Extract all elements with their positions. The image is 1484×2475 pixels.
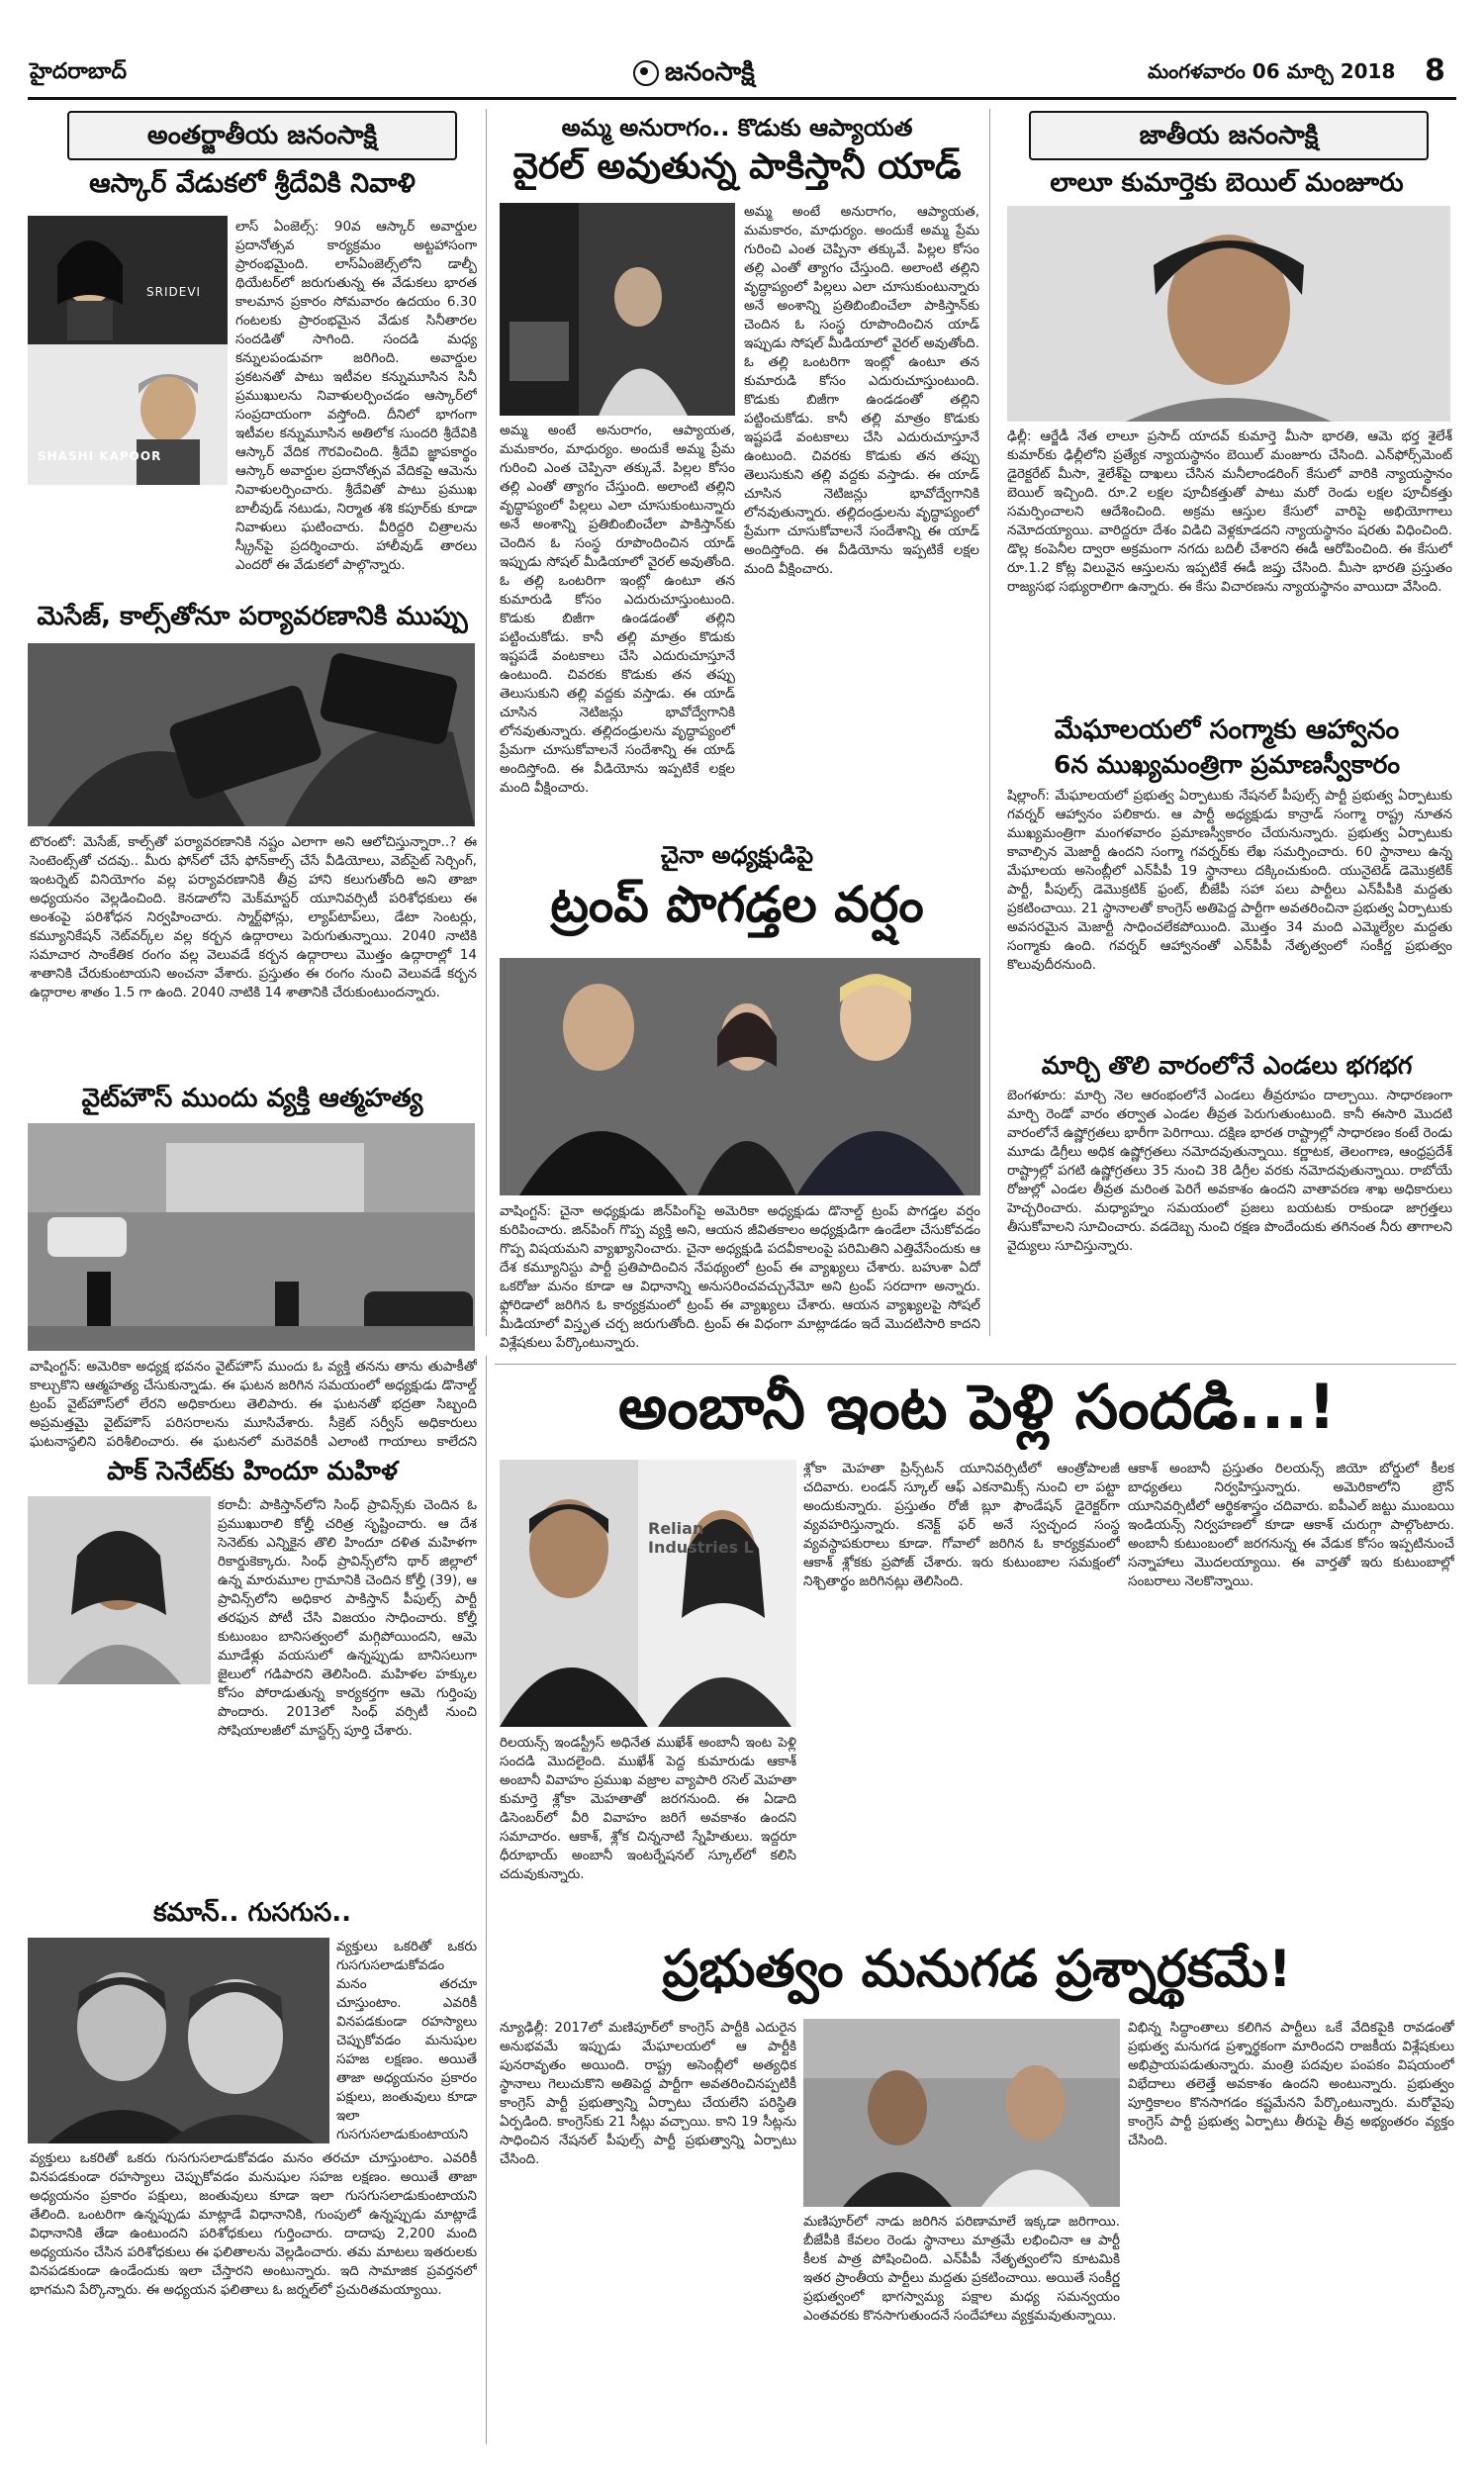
trump-kicker: చైనా అధ్యక్షుడిపై [660, 841, 814, 869]
oscar-body: లాస్ ఏంజెల్స్: 90వ ఆస్కార్ అవార్డుల ప్రదానోత్సవ కార్యక్రమం అట్టహాసంగా ప్రారంభమైంది. లాస్‌ఏంజెల్స్‌లోని డాల్బీ థియేటర్‌లో జరుగుతున్న ఈ వేడుకలు భారత కాలమాన ప్రకారం సోమవారం ఉదయం 6.30 గంటలకు ప్రారంభమైన వేడుక సినీతారల సందడితో సాగింది. సందడి మధ్య కన్నులపండువగా జరిగింది. అవార్డుల ప్రకటనతో పాటు ఇటీవల కన్నుమూసిన సినీ ప్రముఖులను నివాళులర్పించడం ఆస్కార్‌లో సంప్రదాయంగా వస్తోంది. దీనిలో భాగంగా ఇటీవల కన్నుమూసిన అతిలోక సుందరి శ్రీదేవికి ఆస్కార్ వేదిక గౌరవించింది. శ్రీదేవి జ్ఞాపకార్థం ఆస్కార్ అవార్డుల ప్రదానోత్సవ వేదికపై ఆమెను నివాళులర్పించారు. శ్రీదేవితో పాటు ప్రముఖ బాలీవుడ్ నటుడు, నిర్మాత శశి కపూర్‌కు కూడా నివాళులు ఘటించారు. వీరిద్దరి చిత్రాలను స్క్రీన్‌పై ప్రదర్శించారు. హాలీవుడ్ తారలు ఎందరో ఈ వేడుకలో పాల్గొన్నారు. [235, 219, 477, 573]
column-rule [486, 109, 487, 1336]
kamaan-headline: కమాన్.. గుసగుస.. [152, 1898, 352, 1928]
whitehouse-photo [28, 1123, 475, 1351]
govt-photo [803, 2019, 1120, 2207]
message-body: టొరంటో: మెసేజ్, కాల్స్‌తో పర్యావరణానికి నష్టం ఎలాగా అని ఆలోచిస్తున్నారా..? ఈ సెంటెంట్స్‌తో చదవు.. మీరు ఫోన్‌లో చేసే ఫోన్‌కాల్స్ చేసే వీడియోలు, వెబ్‌సైట్ సెర్చింగ్, ఇంటర్నెట్ వినియోగం వల్ల పర్యావరణానికి తీవ్ర హాని కలుగుతోంది అని తాజా అధ్యయనం వెల్లడించింది. కెనడాలోని మెక్‌మాస్టర్ యూనివర్సిటీ పరిశోధకులు ఈ అంశంపై పరిశోధన నిర్వహించారు. స్మార్ట్‌ఫోన్లు, ల్యాప్‌టాప్‌లు, డేటా సెంటర్లు, కమ్యూనికేషన్ నెట్‌వర్క్‌ల వల్ల కర్బన ఉద్గారాలు పెరుగుతున్నాయి. 2040 నాటికి సమాచార సాంకేతిక రంగం వల్ల వెలువడే కర్బన ఉద్గారాలు మొత్తం ఉద్గారాల్లో 14 శాతానికి చేరుకుంటాయని అంచనా వేశారు. ప్రస్తుతం ఈ రంగం నుంచి వెలువడే కర్బన ఉద్గారాల శాతం 1.5 గా ఉంది. 2040 నాటికి 14 శాతానికి చేరుకుంటుందన్నారు. [30, 834, 477, 1000]
heat-headline: మార్చి తొలి వారంలోనే ఎండలు భగభగ [1041, 1051, 1413, 1080]
trump-photo [500, 958, 980, 1195]
lalu-headline: లాలూ కుమార్తెకు బెయిల్ మంజూరు [1050, 168, 1404, 198]
column-rule [989, 109, 990, 1336]
heat-body: బెంగళూరు: మార్చి నెల ఆరంభంలోనే ఎండలు తీవ్రరూపం దాల్చాయి. సాధారణంగా మార్చి రెండో వారం తర్వాత ఎండల తీవ్రత పెరుగుతుంటుంది. కానీ ఈసారి మొదటి వారంలోనే ఉష్ణోగ్రతలు భారీగా పెరిగాయి. దక్షిణ భారత రాష్ట్రాల్లో సాధారణం కంటే రెండు మూడు డిగ్రీలు అధిక ఉష్ణోగ్రతలు నమోదవుతున్నాయి. కర్ణాటక, తెలంగాణ, ఆంధ్రప్రదేశ్ రాష్ట్రాల్లో పగటి ఉష్ణోగ్రతలు 35 నుంచి 38 డిగ్రీల వరకు నమోదవుతున్నాయి. రాబోయే రోజుల్లో ఎండల తీవ్రత మరింత పెరిగే అవకాశం ఉందని వాతావరణ శాఖ అధికారులు హెచ్చరించారు. మధ్యాహ్నం సమయంలో ప్రజలు బయటకు రాకుండా జాగ్రత్తలు తీసుకోవాలని సూచించారు. వడదెబ్బ నుంచి రక్షణ పొందేందుకు తగినంత నీరు తాగాలని వైద్యులు సూచిస్తున్నారు. [1007, 1088, 1452, 1254]
section-rule [495, 1364, 1456, 1365]
amma-ad-kicker: అమ్మ అనురాగం.. కొడుకు ఆప్యాయత [561, 114, 913, 142]
govt-headline: ప్రభుత్వం మనుగడ ప్రశ్నార్థకమే! [662, 1940, 1292, 1999]
masthead-paper-name [633, 57, 755, 93]
pak-photo [28, 1496, 211, 1684]
trump-headline: ట్రంప్ పొగడ్తల వర్షం [550, 876, 924, 933]
trump-body: వాషింగ్టన్: చైనా అధ్యక్షుడు జిన్‌పింగ్‌పై అమెరికా అధ్యక్షుడు డొనాల్డ్ ట్రంప్ పొగడ్తల వర్షం కురిపించారు. జిన్‌పింగ్ గొప్ప వ్యక్తి అని, ఆయన జీవితకాలం అధ్యక్షుడిగా ఉండేలా చేసుకోవడం గొప్ప విషయమని వ్యాఖ్యానించారు. చైనా అధ్యక్షుడి పదవీకాలంపై పరిమితిని ఎత్తివేసేందుకు ఆ దేశ కమ్యూనిస్టు పార్టీ ప్రతిపాదించిన నేపథ్యంలో ట్రంప్ ఈ వ్యాఖ్యలు చేశారు. బహుశా ఏదో ఒకరోజు మనం కూడా ఆ విధానాన్ని అనుసరించవచ్చునేమో అని ట్రంప్ సరదాగా అన్నారు. ఫ్లోరిడాలో జరిగిన ఓ కార్యక్రమంలో ట్రంప్ ఈ వ్యాఖ్యలు చేశారు. ఆయన వ్యాఖ్యలపై సోషల్ మీడియాలో విస్తృత చర్చ జరుగుతోంది. ట్రంప్ ఈ విధంగా మాట్లాడడం ఇదే మొదటిసారి కాదని విశ్లేషకులు పేర్కొంటున్నారు. [500, 1203, 980, 1351]
amma-ad-headline: వైరల్ అవుతున్న పాకిస్తానీ యాడ్ [512, 146, 962, 187]
kamaan-photo [28, 1938, 329, 2143]
masthead-city: హైదరాబాద్ [30, 59, 127, 84]
masthead-rule [28, 97, 1456, 100]
kamaan-body: వ్యక్తులు ఒకరితో ఒకరు గుసగుసలాడుకోవడం మనం తరచూ చూస్తుంటాం. ఎవరికీ వినపడకుండా రహస్యాలు చెప్పుకోవడం మనుషుల సహజ లక్షణం. అయితే తాజా అధ్యయనం ప్రకారం పక్షులు, జంతువులు కూడా ఇలా గుసగుసలాడుకుంటాయని [336, 1939, 477, 2142]
amma-ad-body-right: అమ్మ అంటే అనురాగం, ఆప్యాయత, మమకారం, మాధుర్యం. అందుకే అమ్మ ప్రేమ గురించి ఎంత చెప్పినా తక్కువే. పిల్లల కోసం తల్లి ఎంతో త్యాగం చేస్తుంది. అలాంటి తల్లిని వృద్ధాప్యంలో పిల్లలు ఎలా చూసుకుంటున్నారు అనే అంశాన్ని ప్రతిబింబించేలా పాకిస్తాన్‌కు చెందిన ఓ సంస్థ రూపొందించిన యాడ్ ఇప్పుడు సోషల్ మీడియాలో వైరల్ అవుతోంది. ఓ తల్లి ఒంటరిగా ఇంట్లో ఉంటూ తన కుమారుడి కోసం ఎదురుచూస్తుంటుంది. కొడుకు బిజీగా ఉండడంతో తల్లిని పట్టించుకోడు. కానీ తల్లి మాత్రం కొడుకు ఇష్టపడే వంటకాలు చేసి ఎదురుచూస్తూనే ఉంటుంది. చివరకు కొడుకు తన తప్పు తెలుసుకుని తల్లి వద్దకు వస్తాడు. ఈ యాడ్ చూసిన నెటిజన్లు భావోద్వేగానికి లోనవుతున్నారు. తల్లిదండ్రులను వృద్ధాప్యంలో ప్రేమగా చూసుకోవాలనే సందేశాన్ని ఈ యాడ్ అందిస్తోంది. ఈ వీడియోను ఇప్పటికే లక్షల మంది వీక్షించారు. [744, 204, 979, 577]
meghalaya-subhead: 6న ముఖ్యమంత్రిగా ప్రమాణస్వీకారం [1053, 750, 1400, 779]
govt-body-3: విభిన్న సిద్ధాంతాలు కలిగిన పార్టీలు ఒకే వేదికపైకి రావడంతో ప్రభుత్వ మనుగడ ప్రశ్నార్థకంగా మారిందని రాజకీయ విశ్లేషకులు అభిప్రాయపడుతున్నారు. మంత్రి పదవుల పంపకం విషయంలో విభేదాలు తలెత్తే అవకాశం ఉందని అంటున్నారు. ప్రభుత్వం పూర్తికాలం కొనసాగడం కష్టమేనని పేర్కొంటున్నారు. మరోవైపు కాంగ్రెస్ పార్టీ ప్రభుత్వ ఏర్పాటు తీరుపై తీవ్ర అభ్యంతరం వ్యక్తం చేసింది. [1128, 2020, 1454, 2148]
amma-ad-photo [500, 203, 735, 416]
ambani-body-2: శ్లోకా మెహతా ప్రిన్స్‌టన్ యూనివర్సిటీలో ఆంత్రోపాలజీ చదివారు. లండన్ స్కూల్ ఆఫ్ ఎకనామిక్స్ నుంచి లా పట్టా అందుకున్నారు. ప్రస్తుతం రోజీ బ్లూ ఫౌండేషన్ డైరెక్టర్‌గా వ్యవహరిస్తున్నారు. కనెక్ట్ ఫర్ అనే స్వచ్ఛంద సంస్థ వ్యవస్థాపకురాలు కూడా. గోవాలో జరిగిన ఓ కార్యక్రమంలో ఆకాశ్ శ్లోకకు ప్రపోజ్ చేశారు. ఇరు కుటుంబాల సమక్షంలో నిశ్చితార్థం జరిగినట్లు తెలిసింది. [803, 1461, 1120, 1589]
meghalaya-body: షిల్లాంగ్: మేఘాలయలో ప్రభుత్వ ఏర్పాటుకు నేషనల్ పీపుల్స్ పార్టీ ప్రభుత్వ ఏర్పాటుకు గవర్నర్ ఆహ్వానం పలికారు. ఆ పార్టీ అధ్యక్షుడు కాన్రాడ్ సంగ్మా రాష్ట్ర నూతన ముఖ్యమంత్రిగా మంగళవారం ప్రమాణస్వీకారం చేయనున్నారు. ప్రభుత్వ ఏర్పాటుకు కావాల్సిన మెజార్టీ ఉందని సంగ్మా గవర్నర్‌కు లేఖ సమర్పించారు. 60 స్థానాలు ఉన్న మేఘాలయ అసెంబ్లీలో ఎన్‌పీపీ 19 స్థానాలు దక్కించుకుంది. యునైటెడ్ డెమొక్రటిక్ పార్టీ, పీపుల్స్ డెమొక్రటిక్ ఫ్రంట్, బీజేపీ సహా పలు పార్టీలు ఎన్‌పీపీకి మద్దతు ప్రకటించాయి. 21 స్థానాలతో కాంగ్రెస్ అతిపెద్ద పార్టీగా అవతరించినా ప్రభుత్వ ఏర్పాటుకు అవసరమైన మెజార్టీ సాధించలేకపోయింది. మొత్తం 34 మంది ఎమ్మెల్యేల మద్దతు సంగ్మాకు ఉంది. గవర్నర్ ఆహ్వానంతో ఎన్‌పీపీ నేతృత్వంలో సంకీర్ణ ప్రభుత్వం కొలువుదీరనుంది. [1007, 788, 1452, 973]
pak-body: కరాచీ: పాకిస్తాన్‌లోని సింధ్ ప్రావిన్స్‌కు చెందిన ఓ ప్రముఖురాలి కోల్హీ చరిత్ర సృష్టించారు. ఆ దేశ సెనెట్‌కు ఎన్నికైన తొలి హిందూ దళిత మహిళగా రికార్డుకెక్కారు. సింధ్ ప్రావిన్స్‌లోని థార్ జిల్లాలో ఉన్న మారుమూల గ్రామానికి చెందిన కోల్హీ (39), ఆ ప్రావిన్స్‌లోని అధికార పాకిస్తాన్ పీపుల్స్ పార్టీ తరఫున పోటీ చేసి విజయం సాధించారు. కోల్హీ కుటుంబం బానిసత్వంలో మగ్గిపోయిందని, ఆమె మూడేళ్లు వయసులో ఉన్నప్పుడు బానిసలుగా జైలులో గడిపారని తెలిసింది. మహిళల హక్కుల కోసం పోరాడుతున్న కార్యకర్తగా ఆమె గుర్తింపు పొందారు. 2013లో సింధ్ వర్సిటీ నుంచి సోషియాలజీలో మాస్టర్స్ పూర్తి చేశారు. [218, 1497, 477, 1739]
amma-ad-body: అమ్మ అంటే అనురాగం, ఆప్యాయత, మమకారం, మాధుర్యం. అందుకే అమ్మ ప్రేమ గురించి ఎంత చెప్పినా తక్కువే. పిల్లల కోసం తల్లి ఎంతో త్యాగం చేస్తుంది. అలాంటి తల్లిని వృద్ధాప్యంలో పిల్లలు ఎలా చూసుకుంటున్నారు అనే అంశాన్ని ప్రతిబింబించేలా పాకిస్తాన్‌కు చెందిన ఓ సంస్థ రూపొందించిన యాడ్ ఇప్పుడు సోషల్ మీడియాలో వైరల్ అవుతోంది. ఓ తల్లి ఒంటరిగా ఇంట్లో ఉంటూ తన కుమారుడి కోసం ఎదురుచూస్తుంటుంది. కొడుకు బిజీగా ఉండడంతో తల్లిని పట్టించుకోడు. కానీ తల్లి మాత్రం కొడుకు ఇష్టపడే వంటకాలు చేసి ఎదురుచూస్తూనే ఉంటుంది. చివరకు కొడుకు తన తప్పు తెలుసుకుని తల్లి వద్దకు వస్తాడు. ఈ యాడ్ చూసిన నెటిజన్లు భావోద్వేగానికి లోనవుతున్నారు. తల్లిదండ్రులను వృద్ధాప్యంలో ప్రేమగా చూసుకోవాలనే సందేశాన్ని ఈ యాడ్ అందిస్తోంది. ఈ వీడియోను ఇప్పటికే లక్షల మంది వీక్షించారు. [500, 423, 735, 796]
oscar-photo-caption-2: SHASHI KAPOOR [38, 449, 162, 463]
oscar-photo [28, 216, 228, 485]
lalu-photo [1007, 206, 1450, 422]
ambani-body-1: రిలయన్స్ ఇండస్ట్రీస్ అధినేత ముఖేశ్ అంబానీ ఇంట పెళ్లి సందడి మొదలైంది. ముఖేశ్ పెద్ద కుమారుడు ఆకాశ్ అంబానీ వివాహం ప్రముఖ వజ్రాల వ్యాపారి రసెల్ మెహతా కుమార్తె శ్లోకా మెహతాతో జరగనుంది. ఈ ఏడాది డిసెంబర్‌లో వీరి వివాహం జరిగే అవకాశం ఉందని సమాచారం. ఆకాశ్, శ్లోక చిన్ననాటి స్నేహితులు. ఇద్దరూ ధీరూభాయ్ అంబానీ ఇంటర్నేషనల్ స్కూల్‌లో కలిసి చదువుకున్నారు. [500, 1735, 796, 1882]
meghalaya-headline: మేఘాలయలో సంగ్మాకు ఆహ్వానం [1054, 714, 1400, 745]
section-label-international: అంతర్జాతీయ జనంసాక్షి [67, 111, 457, 160]
ambani-photo-text: Relian Industries L [648, 1519, 754, 1557]
whitehouse-headline: వైట్‌హౌస్ ముందు వ్యక్తి ఆత్మహత్య [81, 1084, 423, 1113]
oscar-photo-caption-1: SRIDEVI [146, 285, 202, 299]
masthead-date: మంగళవారం 06 మార్చి 2018 [1148, 59, 1396, 83]
message-photo [28, 643, 475, 826]
ambani-photo [500, 1460, 796, 1727]
paper-logo-icon [633, 60, 659, 86]
govt-body-1: న్యూఢిల్లీ: 2017లో మణిపూర్‌లో కాంగ్రెస్ పార్టీకి ఎదురైన అనుభవమే ఇప్పుడు మేఘాలయలో ఆ పార్టీకి పునరావృతం అయింది. రాష్ట్ర అసెంబ్లీలో అత్యధిక స్థానాలు గెలుచుకొని అతిపెద్ద పార్టీగా అవతరించినప్పటికీ కాంగ్రెస్ పార్టీ ప్రభుత్వాన్ని ఏర్పాటు చేయలేని పరిస్థితి ఏర్పడింది. కాంగ్రెస్‌కు 21 సీట్లు వచ్చాయి. కాని 19 సీట్లను సాధించిన నేషనల్ పీపుల్స్ పార్టీ ప్రభుత్వాన్ని ఏర్పాటు చేసింది. [500, 2020, 796, 2167]
kamaan-body-continued: వ్యక్తులు ఒకరితో ఒకరు గుసగుసలాడుకోవడం మనం తరచూ చూస్తుంటాం. ఎవరికీ వినపడకుండా రహస్యాలు చెప్పుకోవడం మనుషుల సహజ లక్షణం. అయితే తాజా అధ్యయనం ప్రకారం పక్షులు, జంతువులు కూడా ఇలా గుసగుసలాడుకుంటాయని తేలింది. ఒంటరిగా ఉన్నప్పుడు మాట్లాడే విధానానికి, గుంపులో ఉన్నప్పుడు మాట్లాడే విధానానికి తేడా ఉంటుందని పరిశోధకులు గుర్తించారు. దాదాపు 2,200 మంది అధ్యయనం చేసిన పరిశోధకులు ఈ ఫలితాలను వెల్లడించారు. తమ మాటలు ఇతరులకు వినపడకుండా ఉండేందుకు ఇలా చేస్తారని అంటున్నారు. ఇది సామాజిక ప్రవర్తనలో భాగమని పేర్కొన్నారు. ఈ అధ్యయన ఫలితాలు ఓ జర్నల్‌లో ప్రచురితమయ్యాయి. [30, 2150, 477, 2298]
govt-body-2: మణిపూర్‌లో నాడు జరిగిన పరిణామాలే ఇక్కడా జరిగాయి. బీజేపీకి కేవలం రెండు స్థానాలు మాత్రమే లభించినా ఆ పార్టీ కీలక పాత్ర పోషించింది. ఎన్‌పీపీ నేతృత్వంలోని కూటమికి ఇతర ప్రాంతీయ పార్టీలు మద్దతు ప్రకటించాయి. అయితే సంకీర్ణ ప్రభుత్వంలో భాగస్వామ్య పక్షాల మధ్య సమన్వయం ఎంతవరకు కొనసాగుతుందనే సందేహాలు వ్యక్తమవుతున్నాయి. [803, 2214, 1120, 2324]
page-number: 8 [1425, 53, 1445, 88]
column-rule [486, 1356, 487, 2444]
lalu-body: ఢిల్లీ: ఆర్జేడీ నేత లాలూ ప్రసాద్ యాదవ్ కుమార్తె మీసా భారతి, ఆమె భర్త శైలేశ్ కుమార్‌కు ఢిల్లీలోని ప్రత్యేక న్యాయస్థానం బెయిల్ మంజూరు చేసింది. ఎన్‌ఫోర్స్‌మెంట్ డైరెక్టరేట్ మీసా, శైలేశ్‌పై దాఖలు చేసిన మనీలాండరింగ్ కేసులో వారికి న్యాయస్థానం బెయిల్ ఇచ్చింది. రూ.2 లక్షల పూచీకత్తుతో పాటు మరో రెండు లక్షల పూచీకత్తు సమర్పించాలని ఆదేశించింది. అక్రమ ఆస్తుల కేసులో వారిపై అభియోగాలు నమోదయ్యాయి. వారిద్దరూ దేశం విడిచి వెళ్లకూడదని న్యాయస్థానం షరతు విధించింది. డొల్ల కంపెనీల ద్వారా అక్రమంగా నగదు బదిలీ చేశారని ఈడీ ఆరోపించింది. ఈ కేసులో రూ.1.2 కోట్ల విలువైన ఆస్తులను ఇప్పటికే ఈడీ జప్తు చేసింది. మీసా భారతి ప్రస్తుతం రాజ్యసభ సభ్యురాలిగా ఉన్నారు. ఈ కేసు విచారణను న్యాయస్థానం వాయిదా వేసింది. [1007, 428, 1452, 595]
whitehouse-body: వాషింగ్టన్: అమెరికా అధ్యక్ష భవనం వైట్‌హౌస్ ముందు ఓ వ్యక్తి తనను తాను తుపాకీతో కాల్చుకొని ఆత్మహత్య చేసుకున్నాడు. ఈ ఘటన జరిగిన సమయంలో అధ్యక్షుడు డొనాల్డ్ ట్రంప్ వైట్‌హౌస్‌లో లేరని అధికారులు తెలిపారు. ఈ ఘటనతో భద్రతా సిబ్బంది అప్రమత్తమై వైట్‌హౌస్ పరిసరాలను మూసివేశారు. సీక్రెట్ సర్వీస్ అధికారులు ఘటనాస్థలిని పరిశీలించారు. ఈ ఘటనలో మరెవరికీ ఎలాంటి గాయాలు కాలేదని [30, 1359, 477, 1450]
ambani-headline: అంబానీ ఇంట పెళ్లి సందడి...! [617, 1371, 1337, 1443]
ambani-body-3: ఆకాశ్ అంబానీ ప్రస్తుతం రిలయన్స్ జియో బోర్డులో కీలక బాధ్యతలు నిర్వహిస్తున్నారు. అమెరికాలోని బ్రౌన్ యూనివర్సిటీలో ఆర్థికశాస్త్రం చదివారు. ఐపీఎల్ జట్టు ముంబయి ఇండియన్స్ నిర్వహణలో కూడా ఆకాశ్ చురుగ్గా పాల్గొంటారు. అంబానీ కుటుంబంలో జరగనున్న ఈ వేడుక కోసం ఇప్పటినుంచే సన్నాహాలు మొదలయ్యాయి. ఈ వార్తతో ఇరు కుటుంబాల్లో సంబరాలు నెలకొన్నాయి. [1128, 1461, 1454, 1589]
oscar-headline: ఆస్కార్ వేడుకలో శ్రీదేవికి నివాళి [89, 168, 416, 199]
section-label-national: జాతీయ జనంసాక్షి [1029, 111, 1429, 160]
message-headline: మెసేజ్, కాల్స్‌తోనూ పర్యావరణానికి ముప్పు [37, 602, 468, 631]
pak-headline: పాక్ సెనేట్‌కు హిందూ మహిళ [107, 1457, 398, 1486]
masthead-paper-name-text: జనంసాక్షి [665, 57, 755, 87]
